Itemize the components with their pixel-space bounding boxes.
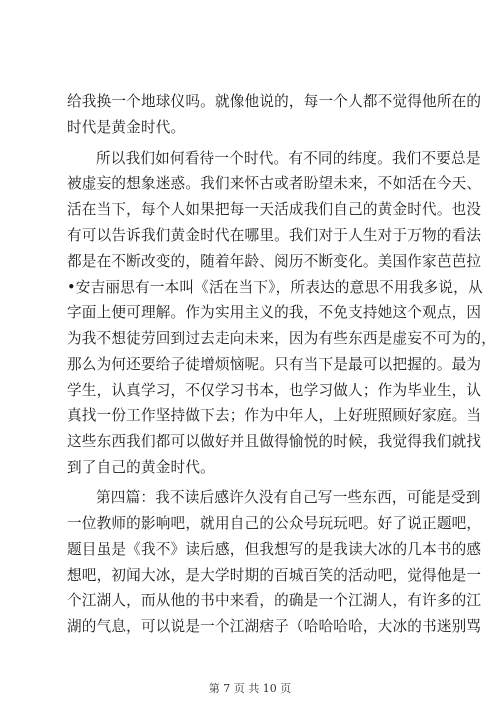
text-line: 那么为何还要给子徒增烦恼呢。只有当下是最可以把握的。最为 bbox=[67, 356, 482, 373]
text-line: 活在当下，每个人如果把每一天活成我们自己的黄金时代。也没 bbox=[67, 201, 482, 218]
text-line: 这些东西我们都可以做好并且做得愉悦的时候，我觉得我们就找 bbox=[67, 433, 482, 450]
text-line: 给我换一个地球仪吗。就像他说的，每一个人都不觉得他所在的 bbox=[67, 93, 482, 110]
text-line: 一位教师的影响吧，就用自己的公众号玩玩吧。好了说正题吧， bbox=[67, 515, 482, 532]
text-line: 学生，认真学习，不仅学习书本，也学习做人；作为毕业生，认 bbox=[67, 382, 482, 399]
text-line: 被虚妄的想象迷惑。我们来怀古或者盼望未来，不如活在今天、 bbox=[67, 175, 482, 192]
text-line: 想吧，初闻大冰，是大学时期的百城百笑的活动吧，觉得他是一 bbox=[67, 567, 482, 584]
text-line: 都是在不断改变的，随着年龄、阅历不断变化。美国作家芭芭拉 bbox=[67, 253, 482, 270]
text-line: 时代是黄金时代。 bbox=[67, 119, 186, 136]
text-line: 湖的气息，可以说是一个江湖痞子（哈哈哈哈，大冰的书迷别骂 bbox=[67, 618, 482, 635]
text-line: 为我不想徒劳回到过去走向未来，因为有些东西是虚妄不可为的， bbox=[67, 330, 497, 347]
text-line: •安吉丽思有一本叫《活在当下》，所表达的意思不用我多说，从 bbox=[67, 279, 483, 296]
text-line: 到了自己的黄金时代。 bbox=[67, 459, 215, 476]
text-line: 有可以告诉我们黄金时代在哪里。我们对于人生对于万物的看法 bbox=[67, 227, 482, 244]
section-heading-line: 第四篇：我不读后感许久没有自己写一些东西，可能是受到 bbox=[96, 489, 481, 506]
text-line: 题目虽是《我不》读后感，但我想写的是我读大冰的几本书的感 bbox=[67, 541, 482, 558]
paragraph-first-line: 所以我们如何看待一个时代。有不同的纬度。我们不要总是 bbox=[96, 150, 481, 167]
page-number-footer: 第 7 页 共 10 页 bbox=[208, 682, 292, 695]
text-line: 个江湖人，而从他的书中来看，的确是一个江湖人，有许多的江 bbox=[67, 592, 482, 609]
text-line: 字面上便可理解。作为实用主义的我，不免支持她这个观点，因 bbox=[67, 304, 482, 321]
text-line: 真找一份工作坚持做下去；作为中年人，上好班照顾好家庭。当 bbox=[67, 407, 482, 424]
